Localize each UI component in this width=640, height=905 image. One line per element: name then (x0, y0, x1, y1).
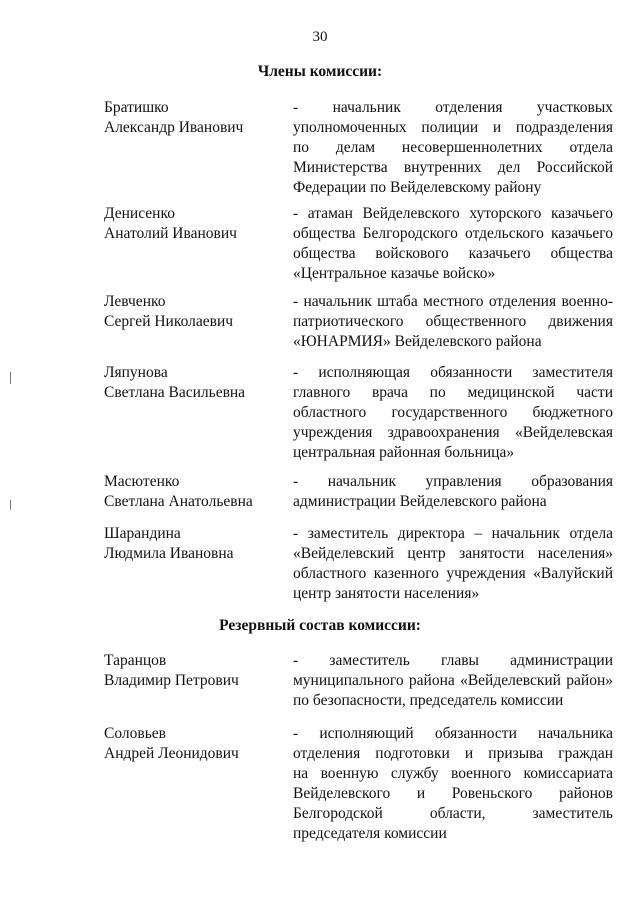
member-name (104, 363, 284, 403)
role-line: общества Белгородского отдельского казачьего (293, 225, 613, 242)
member-role (293, 724, 613, 844)
role-line: администрации Вейделевского района (293, 493, 547, 510)
member-given-names: Сергей Николаевич (104, 313, 234, 330)
role-line: - заместитель главы администрации (293, 652, 613, 669)
member-name (104, 98, 284, 138)
section-heading-reserve: Резервный состав комиссии: (219, 617, 421, 634)
scan-margin-mark (10, 500, 11, 510)
member-given-names: Андрей Леонидович (104, 745, 239, 762)
member-surname: Таранцов (104, 652, 167, 669)
member-role (293, 204, 613, 284)
member-name (104, 524, 284, 564)
member-role (293, 524, 613, 604)
role-line: учреждения здравоохранения «Вейделевская (293, 424, 613, 441)
scan-margin-mark (10, 372, 11, 384)
member-name (104, 724, 284, 764)
role-line: - начальник управления образования (293, 473, 613, 490)
role-line: центральная районная больница» (293, 444, 515, 461)
role-line: главного врача по медицинской части (293, 384, 613, 401)
role-line: по делам несовершеннолетних отдела (293, 139, 613, 156)
member-name (104, 292, 284, 332)
page-number: 30 (312, 29, 328, 45)
role-line: центр занятости населения» (293, 585, 480, 602)
member-role (293, 363, 613, 463)
role-line: - атаман Вейделевского хуторского казачьего (293, 205, 613, 222)
member-role (293, 292, 613, 352)
role-line: отделения подготовки и призыва граждан (293, 745, 613, 762)
role-line: председателя комиссии (293, 825, 447, 842)
role-line: Федерации по Вейделевскому району (293, 179, 542, 196)
role-line: общества войскового казачьего общества (293, 245, 613, 262)
member-given-names: Александр Иванович (104, 119, 244, 136)
member-surname: Соловьев (104, 725, 166, 742)
role-line: «Вейделевский центр занятости населения» (293, 545, 613, 562)
member-role (293, 98, 613, 198)
role-line: уполномоченных полиции и подразделения (293, 119, 613, 136)
member-surname: Масютенко (104, 473, 180, 490)
member-given-names: Анатолий Иванович (104, 225, 237, 242)
role-line: на военную службу военного комиссариата (293, 765, 613, 782)
member-given-names: Людмила Ивановна (104, 545, 234, 562)
member-given-names: Светлана Васильевна (104, 384, 246, 401)
role-line: - начальник отделения участковых (293, 99, 613, 116)
member-name (104, 651, 284, 691)
role-line: Белгородской области, заместитель (293, 805, 613, 822)
role-line: областного государственного бюджетного (293, 404, 613, 421)
member-surname: Братишко (104, 99, 169, 116)
role-line: - заместитель директора – начальник отдела (293, 525, 613, 542)
member-name (104, 472, 284, 512)
role-line: - исполняющий обязанности начальника (293, 725, 613, 742)
section-heading-members: Члены комиссии: (257, 63, 383, 80)
role-line: Вейделевского и Ровеньского районов (293, 785, 613, 802)
role-line: - начальник штаба местного отделения военно- (293, 293, 613, 310)
member-given-names: Владимир Петрович (104, 672, 239, 689)
role-line: «ЮНАРМИЯ» Вейделевского района (293, 333, 542, 350)
role-line: «Центральное казачье войско» (293, 265, 496, 282)
member-surname: Денисенко (104, 205, 175, 222)
role-line: областного казенного учреждения «Валуйский (293, 565, 613, 582)
member-role (293, 651, 613, 711)
member-given-names: Светлана Анатольевна (104, 493, 253, 510)
member-surname: Левченко (104, 293, 166, 310)
role-line: - исполняющая обязанности заместителя (293, 364, 613, 381)
role-line: по безопасности, председатель комиссии (293, 692, 564, 709)
member-name (104, 204, 284, 244)
member-surname: Шарандина (104, 525, 181, 542)
role-line: муниципального района «Вейделевский район» (293, 672, 613, 689)
member-role (293, 472, 613, 512)
role-line: Министерства внутренних дел Российской (293, 159, 613, 176)
member-surname: Ляпунова (104, 364, 168, 381)
role-line: патриотического общественного движения (293, 313, 613, 330)
